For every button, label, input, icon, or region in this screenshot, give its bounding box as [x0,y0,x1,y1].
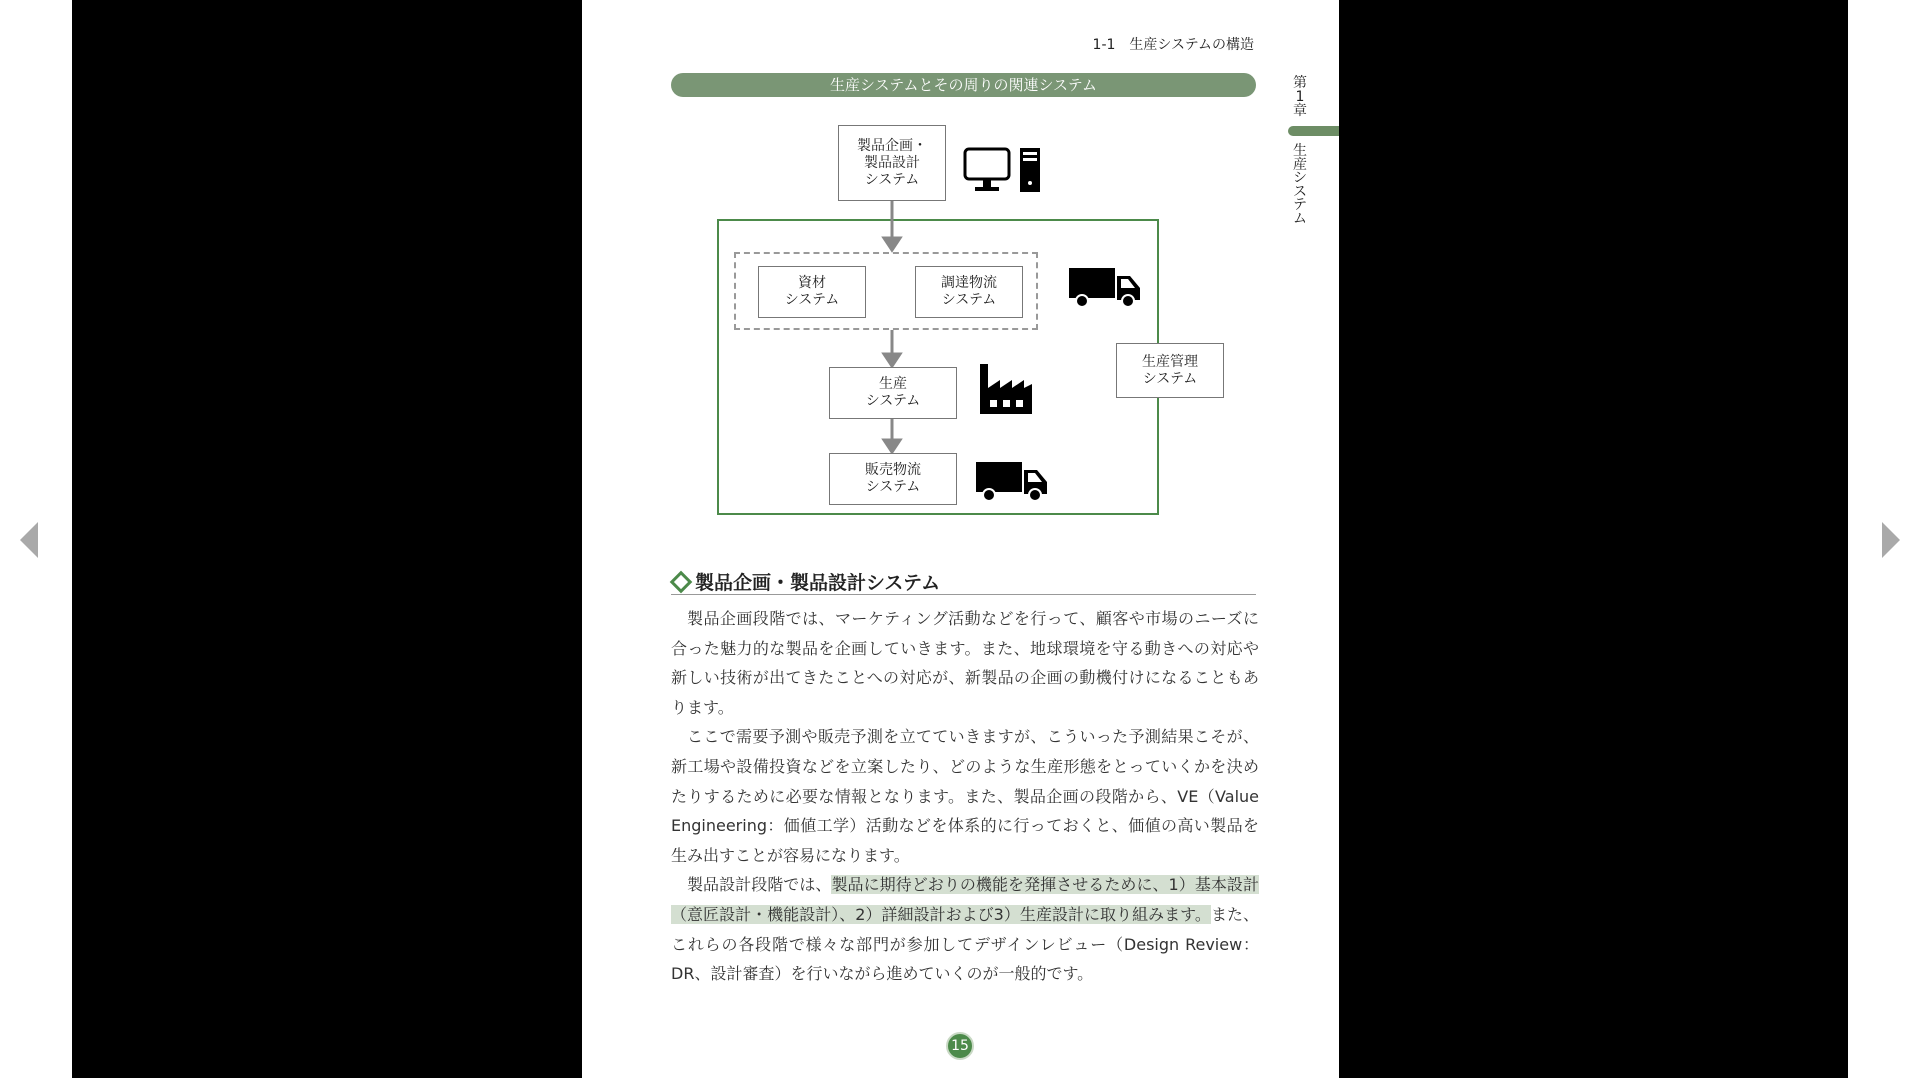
paragraph-segment: 製品設計段階では、 [687,875,832,895]
section-heading-text: 製品企画・製品設計システム [695,572,941,594]
system-diagram [582,0,1339,540]
factory-icon [978,362,1034,416]
chapter-char: 1 [1295,89,1305,105]
book-page [582,0,1339,1078]
paragraph-segment: また、これらの各段階で様々な部門が参加してデザインレビュー（Design Review：DR、設計審査）を行いながら進めていくのが一般的です。 [671,904,1259,984]
prev-page-icon[interactable] [20,522,38,558]
chapter-title-char: テ [1293,197,1307,213]
chapter-title-char: シ [1293,170,1307,186]
running-head: 1-1 生産システムの構造 [1092,37,1254,53]
diamond-bullet-icon [670,571,693,594]
production-system-box: 生産 システム [829,367,957,419]
chapter-title-char: ム [1293,210,1307,227]
chapter-char: 第 [1293,75,1307,91]
procurement-logistics-box: 調達物流 システム [915,266,1023,318]
paragraph: 製品企画段階では、マーケティング活動などを行って、顧客や市場のニーズに合った魅力的な製品を企画していきます。また、地球環境を守る動きへの対応や新しい技術が出てきたことへの対応が、新製品の企画の動機付けになることもあります。 [671,609,1259,717]
paragraph: ここで需要予測や販売予測を立てていきますが、こういった予測結果こそが、新工場や設備投資などを立案したり、どのような生産形態をとっていくかを決めたりするために必要な情報となります。また、製品企画の段階から、VE（Value Engineering：価値工学）活動などを体系的に行っておくと、価値の高い製品を生み出すことが容易になります。 [671,727,1259,865]
highlighted-text: 製品に期待どおりの機能を発揮させるために、1）基本設計（意匠設計・機能設計）、2）詳細設計および3）生産設計に取り組みます。 [671,875,1259,924]
page-number: 15 [946,1032,974,1060]
section-heading [671,568,1256,595]
chapter-title-char: 生 [1293,143,1307,159]
computer-monitor-icon [963,147,1013,193]
sales-logistics-box: 販売物流 システム [829,453,957,505]
chapter-title-char: 産 [1293,156,1307,173]
pc-tower-icon [1019,147,1041,193]
body-text [671,604,1259,989]
chapter-char: 章 [1293,103,1307,119]
truck-icon [975,460,1049,504]
chapter-title-char: ス [1293,183,1307,200]
next-page-icon[interactable] [1882,522,1900,558]
planning-system-box: 製品企画・ 製品設計 システム [838,125,946,201]
figure-title: 生産システムとその周りの関連システム [671,73,1256,97]
truck-icon [1068,266,1142,310]
paragraph [671,870,1259,988]
production-control-box: 生産管理 システム [1116,343,1224,398]
materials-system-box: 資材 システム [758,266,866,318]
